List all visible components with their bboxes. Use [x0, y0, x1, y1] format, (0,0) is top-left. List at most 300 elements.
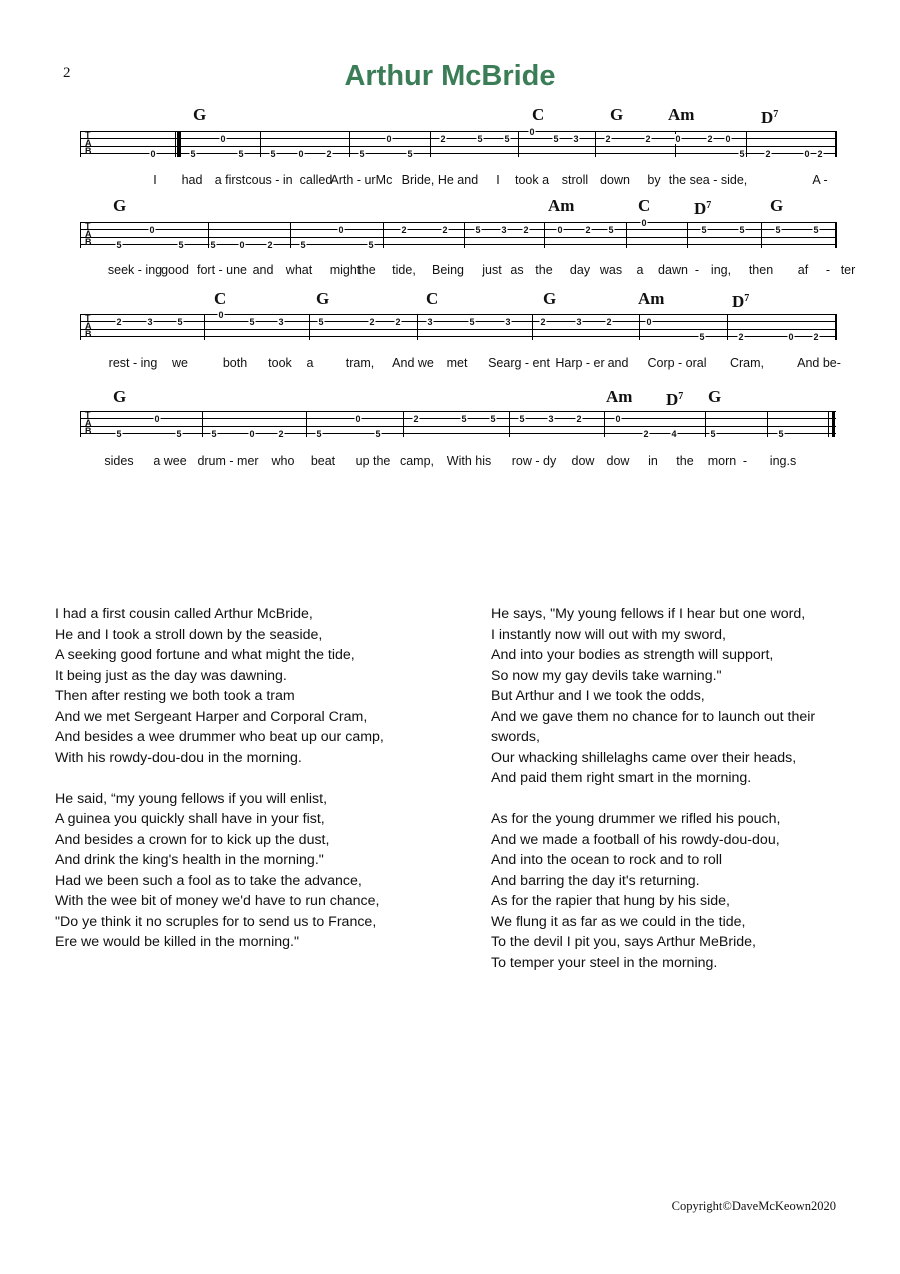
tab-clef-letter: B	[85, 426, 92, 436]
lyric-syllable: good	[161, 263, 189, 277]
fret-number: 5	[477, 134, 483, 144]
tab-clef-letter: T	[85, 410, 91, 420]
verse-line: And into your bodies as strength will support,	[491, 647, 774, 663]
fret-number: 2	[395, 317, 401, 327]
fret-number: 3	[147, 317, 153, 327]
chord-symbol	[193, 106, 206, 123]
tab-clef-letter: B	[85, 329, 92, 339]
barline	[180, 131, 181, 157]
fret-number: 5	[249, 317, 255, 327]
barline	[595, 131, 596, 157]
staff-line	[80, 426, 836, 427]
staff-line	[80, 244, 836, 245]
fret-number: 5	[116, 429, 122, 439]
chord-symbol	[668, 106, 694, 123]
barline	[835, 314, 836, 340]
chord-root: Am	[548, 196, 575, 215]
fret-number: 0	[149, 225, 155, 235]
fret-number: 0	[615, 414, 621, 424]
lyric-syllable: Cram,	[729, 356, 765, 370]
chord-symbol	[732, 290, 749, 310]
chord-symbol	[426, 290, 438, 307]
fret-number: 5	[318, 317, 324, 327]
barline	[260, 131, 261, 157]
fret-number: 5	[238, 149, 244, 159]
fret-number: 0	[239, 240, 245, 250]
fret-number: 5	[300, 240, 306, 250]
fret-number: 3	[573, 134, 579, 144]
verse-line: I had a first cousin called Arthur McBride,	[55, 606, 313, 622]
lyric-syllable: both	[222, 356, 248, 370]
staff-line	[80, 131, 836, 132]
fret-number: 2	[442, 225, 448, 235]
fret-number: 2	[369, 317, 375, 327]
verses-right-column	[491, 604, 841, 994]
lyric-syllable: And we	[392, 356, 434, 370]
barline	[532, 314, 533, 340]
chord-extension: 7	[706, 200, 712, 211]
verse-stanza	[55, 789, 465, 953]
chord-symbol	[532, 106, 544, 123]
lyric-syllable: Being	[432, 263, 464, 277]
fret-number: 0	[150, 149, 156, 159]
lyric-syllable: sides	[104, 454, 134, 468]
fret-number: 5	[699, 332, 705, 342]
chord-root: D	[761, 108, 774, 127]
barline	[80, 411, 81, 437]
lyric-syllable: ter	[840, 263, 856, 277]
tab-staff	[80, 411, 836, 437]
barline	[80, 222, 81, 248]
fret-number: 5	[359, 149, 365, 159]
staff-line	[80, 418, 836, 419]
chord-symbol	[214, 290, 226, 307]
fret-number: 0	[725, 134, 731, 144]
chord-symbol	[638, 197, 650, 214]
chord-extension: 7	[678, 391, 684, 402]
lyric-syllable: a	[636, 263, 644, 277]
fret-number: 5	[701, 225, 707, 235]
verse-line: And besides a crown for to kick up the dust,	[55, 831, 330, 848]
tab-clef-letter: T	[85, 130, 91, 140]
fret-number: 5	[178, 240, 184, 250]
lyric-syllable: the	[535, 263, 553, 277]
verse-line: So now my gay devils take warning."	[491, 667, 722, 684]
barline	[767, 411, 768, 437]
page-number: 2	[63, 65, 71, 81]
fret-number: 3	[278, 317, 284, 327]
barline	[290, 222, 291, 248]
lyric-syllable: -	[694, 263, 700, 277]
chord-root: C	[638, 196, 651, 215]
chord-root: G	[770, 196, 784, 215]
lyric-syllable: morn	[707, 454, 737, 468]
chord-symbol	[113, 197, 126, 214]
lyric-syllable: and	[252, 263, 274, 277]
chord-symbol	[610, 106, 623, 123]
fret-number: 5	[190, 149, 196, 159]
chord-root: G	[113, 387, 127, 406]
verse-line: With his rowdy-dou-dou in the morning.	[55, 749, 302, 766]
chord-symbol	[770, 197, 783, 214]
chord-root: D	[666, 390, 679, 409]
fret-number: 5	[469, 317, 475, 327]
lyric-syllable: drum - mer	[197, 454, 259, 468]
fret-number: 2	[707, 134, 713, 144]
barline	[836, 222, 837, 248]
lyric-syllable: ing,	[710, 263, 732, 277]
lyric-syllable: ing.s	[769, 454, 797, 468]
chord-root: D	[732, 292, 745, 311]
fret-number: 5	[211, 429, 217, 439]
verse-line: He and I took a stroll down by the seaside,	[55, 626, 323, 643]
fret-number: 2	[605, 134, 611, 144]
lyric-syllable: who	[271, 454, 295, 468]
tab-clef-letter: A	[85, 321, 92, 331]
verse-line: Had we been such a fool as to take the advance,	[55, 872, 362, 889]
lyric-syllable: and	[607, 356, 629, 370]
fret-number: 2	[765, 149, 771, 159]
staff-line	[80, 433, 836, 434]
fret-number: 2	[585, 225, 591, 235]
barline	[639, 314, 640, 340]
fret-number: 5	[116, 240, 122, 250]
barline	[544, 222, 545, 248]
fret-number: 4	[671, 429, 677, 439]
verse-line: "Do ye think it no scruples for to send us to France,	[55, 913, 377, 930]
fret-number: 2	[116, 317, 122, 327]
fret-number: 2	[401, 225, 407, 235]
barline	[309, 314, 310, 340]
fret-number: 0	[154, 414, 160, 424]
verse-line: A seeking good fortune and what might the tide,	[55, 647, 355, 663]
chord-symbol	[543, 290, 556, 307]
barline	[604, 411, 605, 437]
chord-symbol	[694, 197, 711, 217]
barline	[687, 222, 688, 248]
fret-number: 5	[316, 429, 322, 439]
lyric-syllable: dow	[571, 454, 595, 468]
chord-root: C	[532, 105, 545, 124]
fret-number: 2	[606, 317, 612, 327]
fret-number: 5	[270, 149, 276, 159]
fret-number: 5	[504, 134, 510, 144]
fret-number: 0	[355, 414, 361, 424]
lyric-syllable: With his	[446, 454, 492, 468]
fret-number: 0	[386, 134, 392, 144]
chord-symbol	[606, 388, 632, 405]
verse-line: And drink the king's health in the morning."	[55, 852, 324, 868]
fret-number: 3	[576, 317, 582, 327]
barline	[836, 314, 837, 340]
fret-number: 0	[529, 127, 535, 137]
chord-extension: 7	[773, 109, 779, 120]
lyric-syllable: Harp - er	[555, 356, 605, 370]
barline	[835, 131, 836, 157]
barline	[349, 131, 350, 157]
lyric-syllable: might	[329, 263, 361, 277]
lyric-syllable: took a	[514, 173, 550, 187]
lyric-syllable: stroll	[561, 173, 589, 187]
verse-stanza	[55, 604, 465, 768]
barline	[202, 411, 203, 437]
chord-root: Am	[668, 105, 695, 124]
lyric-syllable: just	[482, 263, 502, 277]
tab-staff	[80, 218, 836, 250]
lyric-syllable: up the	[355, 454, 391, 468]
fret-number: 5	[461, 414, 467, 424]
verse-line: And we met Sergeant Harper and Corporal Cram,	[55, 708, 368, 725]
barline	[306, 411, 307, 437]
song-title: Arthur McBride	[344, 60, 556, 92]
fret-number: 2	[738, 332, 744, 342]
double-barline	[832, 411, 835, 437]
fret-number: 3	[427, 317, 433, 327]
lyric-syllable: then	[748, 263, 774, 277]
fret-number: 2	[326, 149, 332, 159]
verse-stanza	[491, 604, 841, 789]
verse-line: And besides a wee drummer who beat up our camp,	[55, 729, 384, 745]
verse-line: We flung it as far as we could in the tide,	[491, 913, 746, 930]
staff-line	[80, 336, 836, 337]
lyric-syllable: Arth - ur	[330, 173, 376, 187]
verse-line: And we made a football of his rowdy-dou-dou,	[491, 831, 780, 848]
chord-symbol	[761, 106, 778, 126]
lyric-syllable: a	[306, 356, 314, 370]
fret-number: 5	[519, 414, 525, 424]
fret-number: 3	[548, 414, 554, 424]
tab-clef-letter: A	[85, 138, 92, 148]
lyric-syllable: tide,	[392, 263, 416, 277]
lyric-syllable: Bride,	[401, 173, 435, 187]
fret-number: 5	[368, 240, 374, 250]
verse-line: Then after resting we both took a tram	[55, 688, 295, 704]
fret-number: 5	[210, 240, 216, 250]
lyric-syllable: row - dy	[511, 454, 557, 468]
chord-root: Am	[638, 289, 665, 308]
lyric-syllable: a wee	[153, 454, 187, 468]
verse-line: As for the young drummer we rifled his pouch,	[491, 811, 781, 827]
barline	[705, 411, 706, 437]
verse-line: With the wee bit of money we'd have to run chance,	[55, 893, 380, 909]
fret-number: 2	[540, 317, 546, 327]
chord-root: G	[113, 196, 127, 215]
barline	[626, 222, 627, 248]
verse-line: Our whacking shillelaghs came over their heads,	[491, 749, 797, 766]
fret-number: 2	[576, 414, 582, 424]
fret-number: 5	[608, 225, 614, 235]
fret-number: 0	[218, 310, 224, 320]
lyric-syllable: in	[648, 454, 658, 468]
fret-number: 0	[249, 429, 255, 439]
tab-clef-letter: T	[85, 313, 91, 323]
fret-number: 5	[475, 225, 481, 235]
barline	[383, 222, 384, 248]
staff-line	[80, 237, 836, 238]
lyric-syllable: camp,	[399, 454, 435, 468]
fret-number: 5	[375, 429, 381, 439]
barline	[80, 314, 81, 340]
verse-line: He said, “my young fellows if you will enlist,	[55, 790, 328, 807]
fret-number: 5	[177, 317, 183, 327]
verse-line: And paid them right smart in the morning.	[491, 770, 752, 786]
fret-number: 5	[176, 429, 182, 439]
lyric-syllable: dawn	[658, 263, 688, 277]
lyric-syllable: And be-	[797, 356, 841, 370]
verse-line: It being just as the day was dawning.	[55, 667, 287, 684]
verse-line: As for the rapier that hung by his side,	[491, 893, 730, 909]
verse-line: And into the ocean to rock and to roll	[491, 852, 723, 868]
tab-staff	[80, 127, 836, 159]
chord-root: G	[708, 387, 722, 406]
copyright-notice: Copyright©DaveMcKeown2020	[671, 1199, 836, 1213]
chord-root: G	[316, 289, 330, 308]
staff-line	[80, 138, 836, 139]
lyric-syllable: -	[825, 263, 831, 277]
fret-number: 2	[645, 134, 651, 144]
lyric-syllable: A -	[812, 173, 828, 187]
lyric-syllable: the	[358, 263, 376, 277]
lyric-syllable: had	[181, 173, 203, 187]
fret-number: 0	[298, 149, 304, 159]
fret-number: 2	[440, 134, 446, 144]
fret-number: 5	[775, 225, 781, 235]
lyric-syllable: seek - ing	[107, 263, 163, 277]
chord-symbol	[113, 388, 126, 405]
lyric-syllable: beat	[310, 454, 336, 468]
chord-root: D	[694, 199, 707, 218]
verse-line: And we gave them no chance for to launch out their swords,	[491, 708, 816, 745]
lyric-syllable: tram,	[345, 356, 375, 370]
lyric-syllable: met	[446, 356, 468, 370]
barline	[835, 222, 836, 248]
lyric-syllable: Corp - oral	[647, 356, 707, 370]
lyric-syllable: as	[510, 263, 524, 277]
verse-stanza	[491, 809, 841, 973]
barline	[80, 131, 81, 157]
fret-number: 2	[643, 429, 649, 439]
fret-number: 5	[553, 134, 559, 144]
fret-number: 0	[675, 134, 681, 144]
verse-line: To temper your steel in the morning.	[491, 954, 718, 971]
staff-line	[80, 229, 836, 230]
staff-line	[80, 314, 836, 315]
fret-number: 0	[641, 218, 647, 228]
barline	[175, 131, 176, 157]
fret-number: 5	[407, 149, 413, 159]
fret-number: 0	[804, 149, 810, 159]
barline	[430, 131, 431, 157]
fret-number: 3	[501, 225, 507, 235]
fret-number: 5	[710, 429, 716, 439]
barline	[746, 131, 747, 157]
verse-line: To the devil I pit you, says Arthur MeBride,	[491, 934, 756, 950]
verse-line: And barring the day it's returning.	[491, 872, 700, 889]
final-barline-thin	[828, 411, 829, 437]
barline	[518, 131, 519, 157]
lyric-syllable: what	[285, 263, 313, 277]
lyric-syllable: -	[742, 454, 748, 468]
verses-left-column	[55, 604, 465, 973]
fret-number: 0	[557, 225, 563, 235]
lyric-syllable: He and	[437, 173, 479, 187]
chord-symbol	[316, 290, 329, 307]
lyric-syllable: by	[647, 173, 661, 187]
tab-clef-letter: A	[85, 418, 92, 428]
barline	[836, 131, 837, 157]
barline	[464, 222, 465, 248]
staff-line	[80, 329, 836, 330]
verse-line: I instantly now will out with my sword,	[491, 626, 726, 643]
fret-number: 0	[220, 134, 226, 144]
chord-symbol	[708, 388, 721, 405]
fret-number: 2	[278, 429, 284, 439]
chord-root: G	[610, 105, 624, 124]
staff-line	[80, 321, 836, 322]
lyric-syllable: a first	[214, 173, 246, 187]
chord-root: G	[543, 289, 557, 308]
tab-clef-letter: B	[85, 146, 92, 156]
lyric-syllable: the sea - side,	[668, 173, 748, 187]
fret-number: 2	[813, 332, 819, 342]
barline	[509, 411, 510, 437]
lyric-syllable: I	[496, 173, 500, 187]
lyric-syllable: called	[299, 173, 333, 187]
fret-number: 0	[646, 317, 652, 327]
lyric-syllable: Mc	[375, 173, 393, 187]
chord-symbol	[638, 290, 664, 307]
chord-root: Am	[606, 387, 633, 406]
staff-line	[80, 222, 836, 223]
lyric-syllable: af	[797, 263, 809, 277]
fret-number: 3	[505, 317, 511, 327]
lyric-syllable: fort - une	[196, 263, 248, 277]
fret-number: 5	[739, 149, 745, 159]
tab-clef-letter: T	[85, 221, 91, 231]
fret-number: 5	[778, 429, 784, 439]
lyric-syllable: Searg - ent	[488, 356, 550, 370]
tab-clef-letter: A	[85, 229, 92, 239]
fret-number: 0	[338, 225, 344, 235]
fret-number: 2	[267, 240, 273, 250]
fret-number: 2	[413, 414, 419, 424]
verse-line: Ere we would be killed in the morning."	[55, 934, 299, 950]
verse-line: But Arthur and I we took the odds,	[491, 688, 705, 704]
lyric-syllable: I	[153, 173, 157, 187]
fret-number: 5	[813, 225, 819, 235]
fret-number: 5	[739, 225, 745, 235]
fret-number: 2	[817, 149, 823, 159]
tab-clef-letter: B	[85, 237, 92, 247]
chord-symbol	[666, 388, 683, 408]
fret-number: 0	[788, 332, 794, 342]
chord-extension: 7	[744, 293, 750, 304]
barline	[727, 314, 728, 340]
verse-line: A guinea you quickly shall have in your fist,	[55, 811, 325, 827]
lyric-syllable: the	[676, 454, 694, 468]
lyric-syllable: took	[268, 356, 292, 370]
chord-symbol	[548, 197, 574, 214]
chord-root: G	[193, 105, 207, 124]
barline	[761, 222, 762, 248]
fret-number: 5	[490, 414, 496, 424]
barline	[417, 314, 418, 340]
verse-line: He says, "My young fellows if I hear but one word,	[491, 606, 806, 622]
lyric-syllable: dow	[606, 454, 630, 468]
chord-root: C	[214, 289, 227, 308]
fret-number: 2	[523, 225, 529, 235]
lyric-syllable: day	[569, 263, 591, 277]
